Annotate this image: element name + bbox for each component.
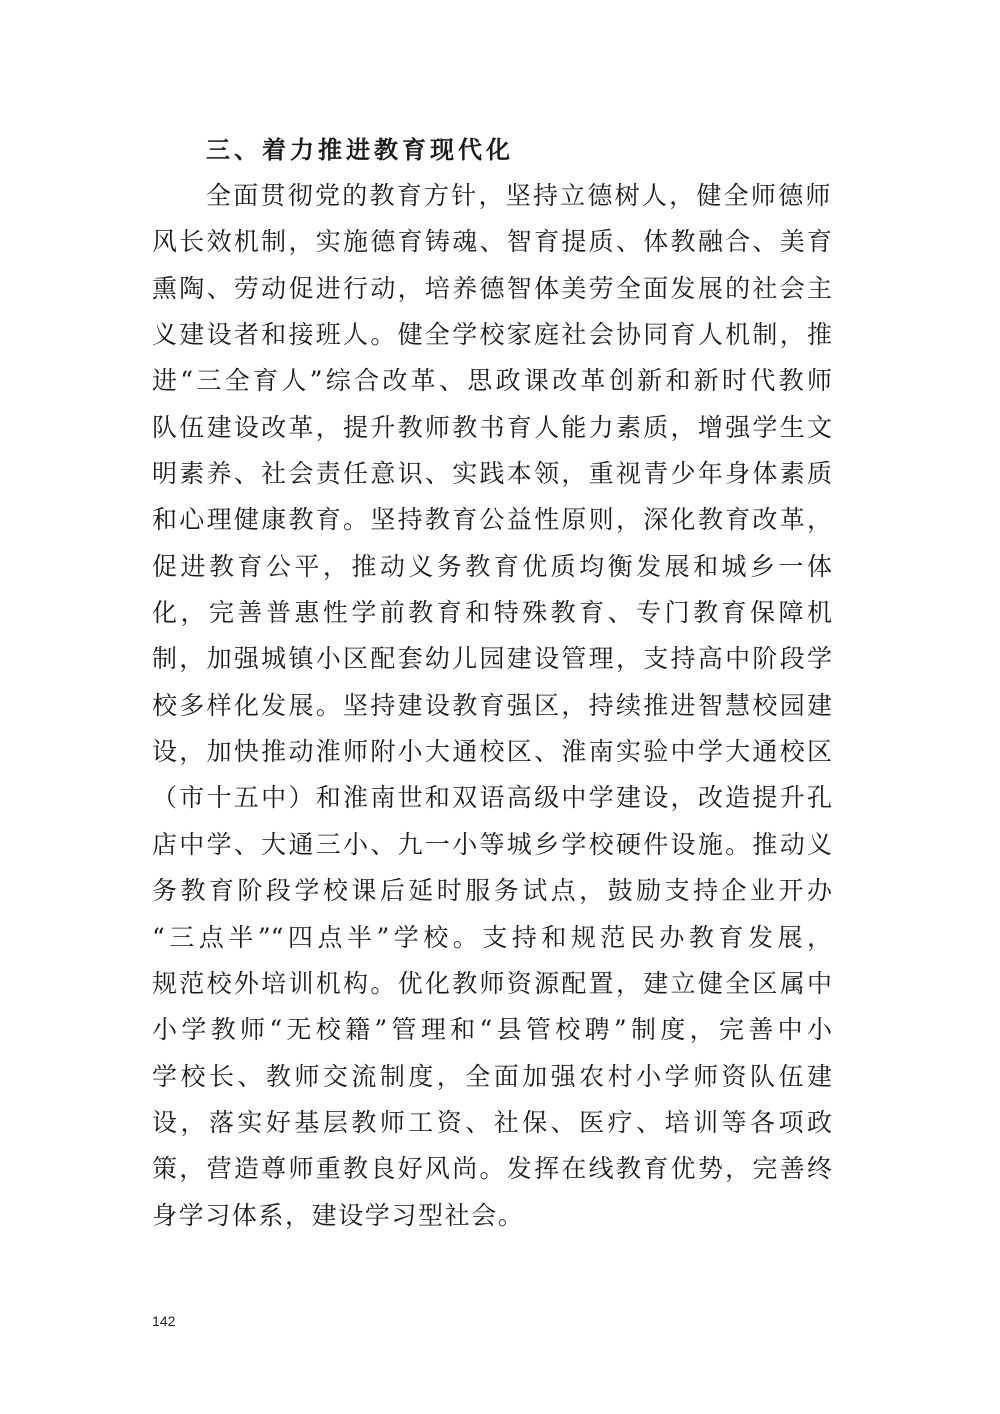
paragraph-line: 小学教师“无校籍”管理和“县管校聘”制度，完善中小 xyxy=(152,1015,832,1045)
paragraph-line: 进“三全育人”综合改革、思政课改革创新和新时代教师 xyxy=(152,366,832,396)
paragraph-line: 全面贯彻党的教育方针，坚持立德树人，健全师德师 xyxy=(206,181,832,210)
paragraph-line: 学校长、教师交流制度，全面加强农村小学师资队伍建 xyxy=(152,1061,832,1091)
paragraph-line: 设，落实好基层教师工资、社保、医疗、培训等各项政 xyxy=(152,1107,832,1137)
paragraph-line: 策，营造尊师重教良好风尚。发挥在线教育优势，完善终 xyxy=(152,1154,832,1184)
paragraph-line: 化，完善普惠性学前教育和特殊教育、专门教育保障机 xyxy=(152,598,832,628)
paragraph-line: 店中学、大通三小、九一小等城乡学校硬件设施。推动义 xyxy=(152,829,832,859)
paragraph-line: 制，加强城镇小区配套幼儿园建设管理，支持高中阶段学 xyxy=(152,644,832,674)
paragraph-line: 身学习体系，建设学习型社会。 xyxy=(152,1200,525,1230)
paragraph-line: 校多样化发展。坚持建设教育强区，持续推进智慧校园建 xyxy=(152,690,832,720)
page-number: 142 xyxy=(152,1313,176,1329)
body-paragraph xyxy=(152,173,832,1239)
paragraph-line: （市十五中）和淮南世和双语高级中学建设，改造提升孔 xyxy=(152,783,832,813)
paragraph-line: 和心理健康教育。坚持教育公益性原则，深化教育改革， xyxy=(152,505,832,535)
paragraph-line: 促进教育公平，推动义务教育优质均衡发展和城乡一体 xyxy=(152,551,832,581)
paragraph-line: 熏陶、劳动促进行动，培养德智体美劳全面发展的社会主 xyxy=(152,273,832,303)
paragraph-line: 队伍建设改革，提升教师教书育人能力素质，增强学生文 xyxy=(152,412,832,442)
paragraph-line: 务教育阶段学校课后延时服务试点，鼓励支持企业开办 xyxy=(152,876,832,906)
paragraph-line: 明素养、社会责任意识、实践本领，重视青少年身体素质 xyxy=(152,459,832,489)
paragraph-line: 规范校外培训机构。优化教师资源配置，建立健全区属中 xyxy=(152,968,832,998)
section-heading: 三、着力推进教育现代化 xyxy=(206,136,514,164)
paragraph-line: 风长效机制，实施德育铸魂、智育提质、体教融合、美育 xyxy=(152,227,832,257)
paragraph-line: 设，加快推动淮师附小大通校区、淮南实验中学大通校区 xyxy=(152,737,832,767)
paragraph-line: “三点半”“四点半”学校。支持和规范民办教育发展， xyxy=(152,922,832,952)
paragraph-line: 义建设者和接班人。健全学校家庭社会协同育人机制，推 xyxy=(152,320,832,350)
